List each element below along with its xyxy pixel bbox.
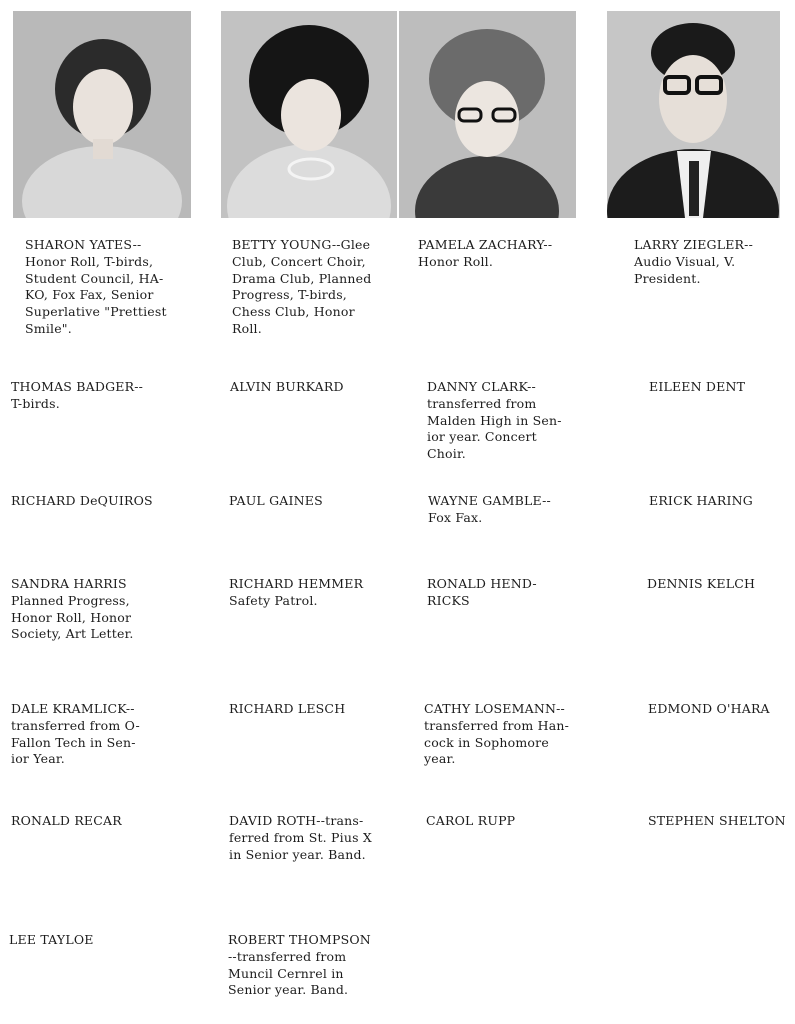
entry-carol-rupp: CAROL RUPP: [426, 813, 516, 828]
caption-pamela-zachary: PAMELA ZACHARY-- Honor Roll.: [418, 237, 553, 269]
entry-david-roth: DAVID ROTH--trans- ferred from St. Pius X in Senior year. Band.: [229, 813, 372, 862]
entry-richard-lesch: RICHARD LESCH: [229, 701, 346, 716]
entry-erick-haring: ERICK HARING: [649, 493, 753, 508]
entry-sandra-harris: SANDRA HARRIS Planned Progress, Honor Roll, Honor Society, Art Letter.: [11, 576, 134, 642]
entry-lee-tayloe: LEE TAYLOE: [9, 932, 94, 947]
portrait-photo-betty-young: [221, 11, 397, 218]
caption-betty-young: BETTY YOUNG--Glee Club, Concert Choir, Drama Club, Planned Progress, T-birds, Chess Club, Honor Roll.: [232, 237, 372, 336]
entry-danny-clark: DANNY CLARK-- transferred from Malden High in Sen- ior year. Concert Choir.: [427, 379, 562, 462]
entry-ronald-recar: RONALD RECAR: [11, 813, 122, 828]
entry-wayne-gamble: WAYNE GAMBLE-- Fox Fax.: [428, 493, 551, 525]
entry-paul-gaines: PAUL GAINES: [229, 493, 323, 508]
portrait-photo-sharon-yates: [13, 11, 191, 218]
caption-sharon-yates: SHARON YATES-- Honor Roll, T-birds, Student Council, HA- KO, Fox Fax, Senior Superlative "Prettiest Smile".: [25, 237, 167, 336]
entry-ronald-hendricks: RONALD HEND- RICKS: [427, 576, 537, 608]
entry-richard-dequiros: RICHARD DeQUIROS: [11, 493, 153, 508]
entry-richard-hemmer: RICHARD HEMMER Safety Patrol.: [229, 576, 364, 608]
entry-robert-thompson: ROBERT THOMPSON --transferred from Muncil Cernrel in Senior year. Band.: [228, 932, 371, 998]
entry-eileen-dent: EILEEN DENT: [649, 379, 746, 394]
entry-edmond-ohara: EDMOND O'HARA: [648, 701, 770, 716]
entry-dale-kramlick: DALE KRAMLICK-- transferred from O- Fallon Tech in Sen- ior Year.: [11, 701, 140, 767]
entry-cathy-losemann: CATHY LOSEMANN-- transferred from Han- cock in Sophomore year.: [424, 701, 570, 767]
entry-dennis-kelch: DENNIS KELCH: [647, 576, 756, 591]
caption-larry-ziegler: LARRY ZIEGLER-- Audio Visual, V. President.: [634, 237, 754, 286]
portrait-photo-larry-ziegler: [607, 11, 780, 218]
entry-stephen-shelton: STEPHEN SHELTON: [648, 813, 786, 828]
entry-alvin-burkard: ALVIN BURKARD: [230, 379, 344, 394]
portrait-photo-pamela-zachary: [399, 11, 576, 218]
entry-thomas-badger: THOMAS BADGER-- T-birds.: [11, 379, 144, 411]
